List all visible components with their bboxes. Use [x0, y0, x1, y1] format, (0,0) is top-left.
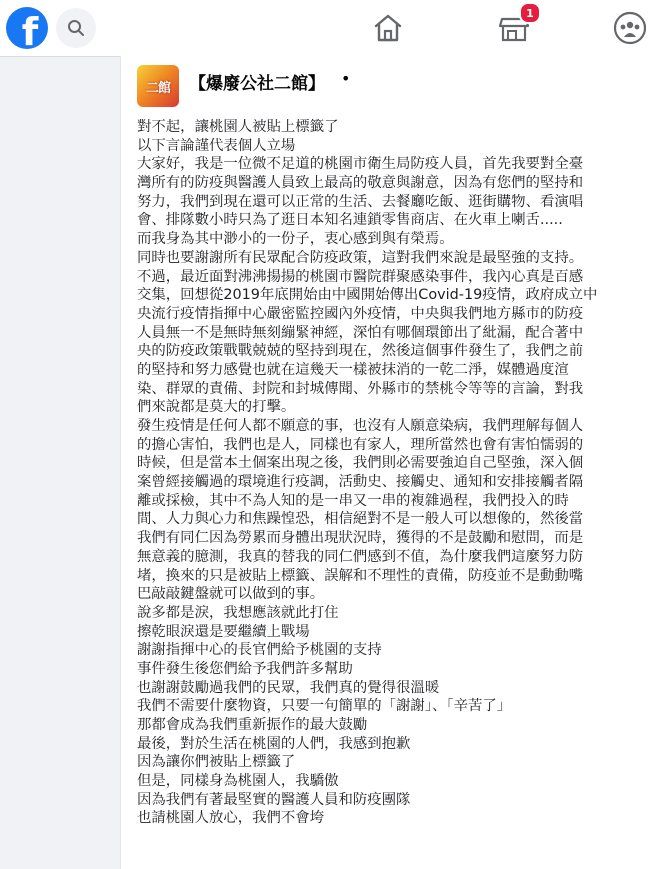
post-text-line: 交集，回想從2019年底開始由中國開始傳出Covid-19疫情，政府成立中 [137, 287, 598, 304]
post-text-line: 發生疫情是任何人都不願意的事，也沒有人願意染病，我們理解每個人 [137, 418, 584, 434]
post-card [120, 56, 656, 869]
post-text-line: 以下言論謹代表個人立場 [137, 137, 296, 154]
post-text [137, 118, 647, 828]
post-text-line: 大家好，我是一位微不足道的桃園市衛生局防疫人員，首先我要對全臺 [137, 156, 584, 173]
post-text-line: 但是，同樣身為桃園人，我驕傲 [137, 773, 339, 790]
post-text-line: 人員無一不是無時無刻繃緊神經，深怕有哪個環節出了紕漏，配合著中 [137, 324, 584, 341]
post-text-line: 事件發生後您們給予我們許多幫助 [137, 660, 353, 677]
post-text-line: 同時也要謝謝所有民眾配合防疫政策，這對我們來說是最堅強的支持。 [137, 249, 584, 266]
post-text-line: 時候，但是當本土個案出現之後，我們則必需要強迫自己堅強，深入個 [137, 455, 584, 472]
post-text-line: 巴敲敲鍵盤就可以做到的事。 [137, 586, 325, 603]
post-text-line: 努力，我們到現在還可以正常的生活、去餐廳吃飯、逛街購物、看演唱 [137, 193, 584, 210]
post-text-line: 我們不需要什麼物資，只要一句簡單的「謝謝」、「辛苦了」 [137, 698, 512, 715]
post-text-line: 灣所有的防疫與醫護人員致上最高的敬意與謝意，因為有您們的堅持和 [137, 175, 584, 192]
search-icon [67, 19, 85, 37]
page-name[interactable]: 【爆廢公社二館】 [189, 74, 325, 94]
post-text-line: 無意義的臆測，我真的替我的同仁們感到不值，為什麼我們這麼努力防 [137, 548, 584, 565]
post-text-line: 會、排隊數小時只為了逛日本知名連鎖零售商店、在火車上喇舌..... [137, 212, 563, 229]
post-text-line: 離或採檢，其中不為人知的是一串又一串的複雜過程，我們投入的時 [137, 492, 569, 509]
post-text-line: 也請桃園人放心，我們不會垮 [137, 810, 325, 827]
facebook-logo-icon[interactable] [6, 7, 48, 49]
post-text-line: 染、群眾的責備、封院和封城傳聞、外縣市的禁桃令等等的言論，對我 [137, 380, 584, 397]
facebook-logo-letter: f [21, 10, 39, 49]
post-text-line: 案曾經接觸過的環境進行疫調，活動史、接觸史、通知和安排接觸者隔 [137, 474, 584, 491]
post-text-line: 的擔心害怕，我們也是人，同樣也有家人，理所當然也會有害怕懦弱的 [137, 436, 584, 453]
post-text-line: 因為我們有著最堅實的醫護人員和防疫團隊 [137, 791, 411, 808]
post-text-line: 那都會成為我們重新振作的最大鼓勵 [137, 717, 368, 733]
page-name-separator: • [341, 69, 351, 88]
page-avatar[interactable] [137, 65, 179, 107]
post-text-line: 間、人力與心力和焦躁惶恐，相信絕對不是一般人可以想像的，然後當 [137, 511, 584, 528]
post-text-line: 因為讓你們被貼上標籤了 [137, 754, 296, 771]
post-text-line: 擦乾眼淚還是要繼續上戰場 [137, 623, 310, 640]
notification-badge: 1 [519, 2, 541, 24]
post-text-line: 對不起，讓桃園人被貼上標籤了 [137, 119, 339, 135]
post-text-line: 央流行疫情指揮中心嚴密監控國內外疫情，中央與我們地方縣市的防疫 [137, 305, 584, 322]
post-text-line: 說多都是淚，我想應該就此打住 [137, 604, 339, 621]
post-text-line: 的堅持和努力感覺也就在這幾天一樣被抹消的一乾二淨，媒體過度渲 [137, 361, 569, 378]
post-text-line: 央的防疫政策戰戰兢兢的堅持到現在，然後這個事件發生了，我們之前 [137, 343, 584, 360]
groups-icon[interactable] [612, 10, 648, 46]
post-text-line: 最後，對於生活在桃園的人們，我感到抱歉 [137, 735, 411, 752]
top-navigation-bar [0, 0, 656, 57]
post-text-line: 們來說都是莫大的打擊。 [137, 399, 296, 416]
page-logo-icon: 二館 [145, 80, 170, 96]
post-text-line: 而我身為其中渺小的一份子，衷心感到與有榮焉。 [137, 231, 454, 248]
search-button[interactable] [56, 8, 96, 48]
post-text-line: 堵，換來的只是被貼上標籤、誤解和不理性的責備，防疫並不是動動嘴 [137, 567, 584, 584]
post-text-line: 我們有同仁因為勞累而身體出現狀況時，獲得的不是鼓勵和慰問，而是 [137, 530, 584, 547]
post-text-line: 謝謝指揮中心的長官們給予桃園的支持 [137, 642, 382, 659]
post-text-line: 也謝謝鼓勵過我們的民眾，我們真的覺得很溫暖 [137, 679, 440, 696]
home-icon[interactable] [370, 10, 406, 46]
post-text-line: 不過，最近面對沸沸揚揚的桃園市醫院群聚感染事件，我內心真是百感 [137, 268, 584, 285]
